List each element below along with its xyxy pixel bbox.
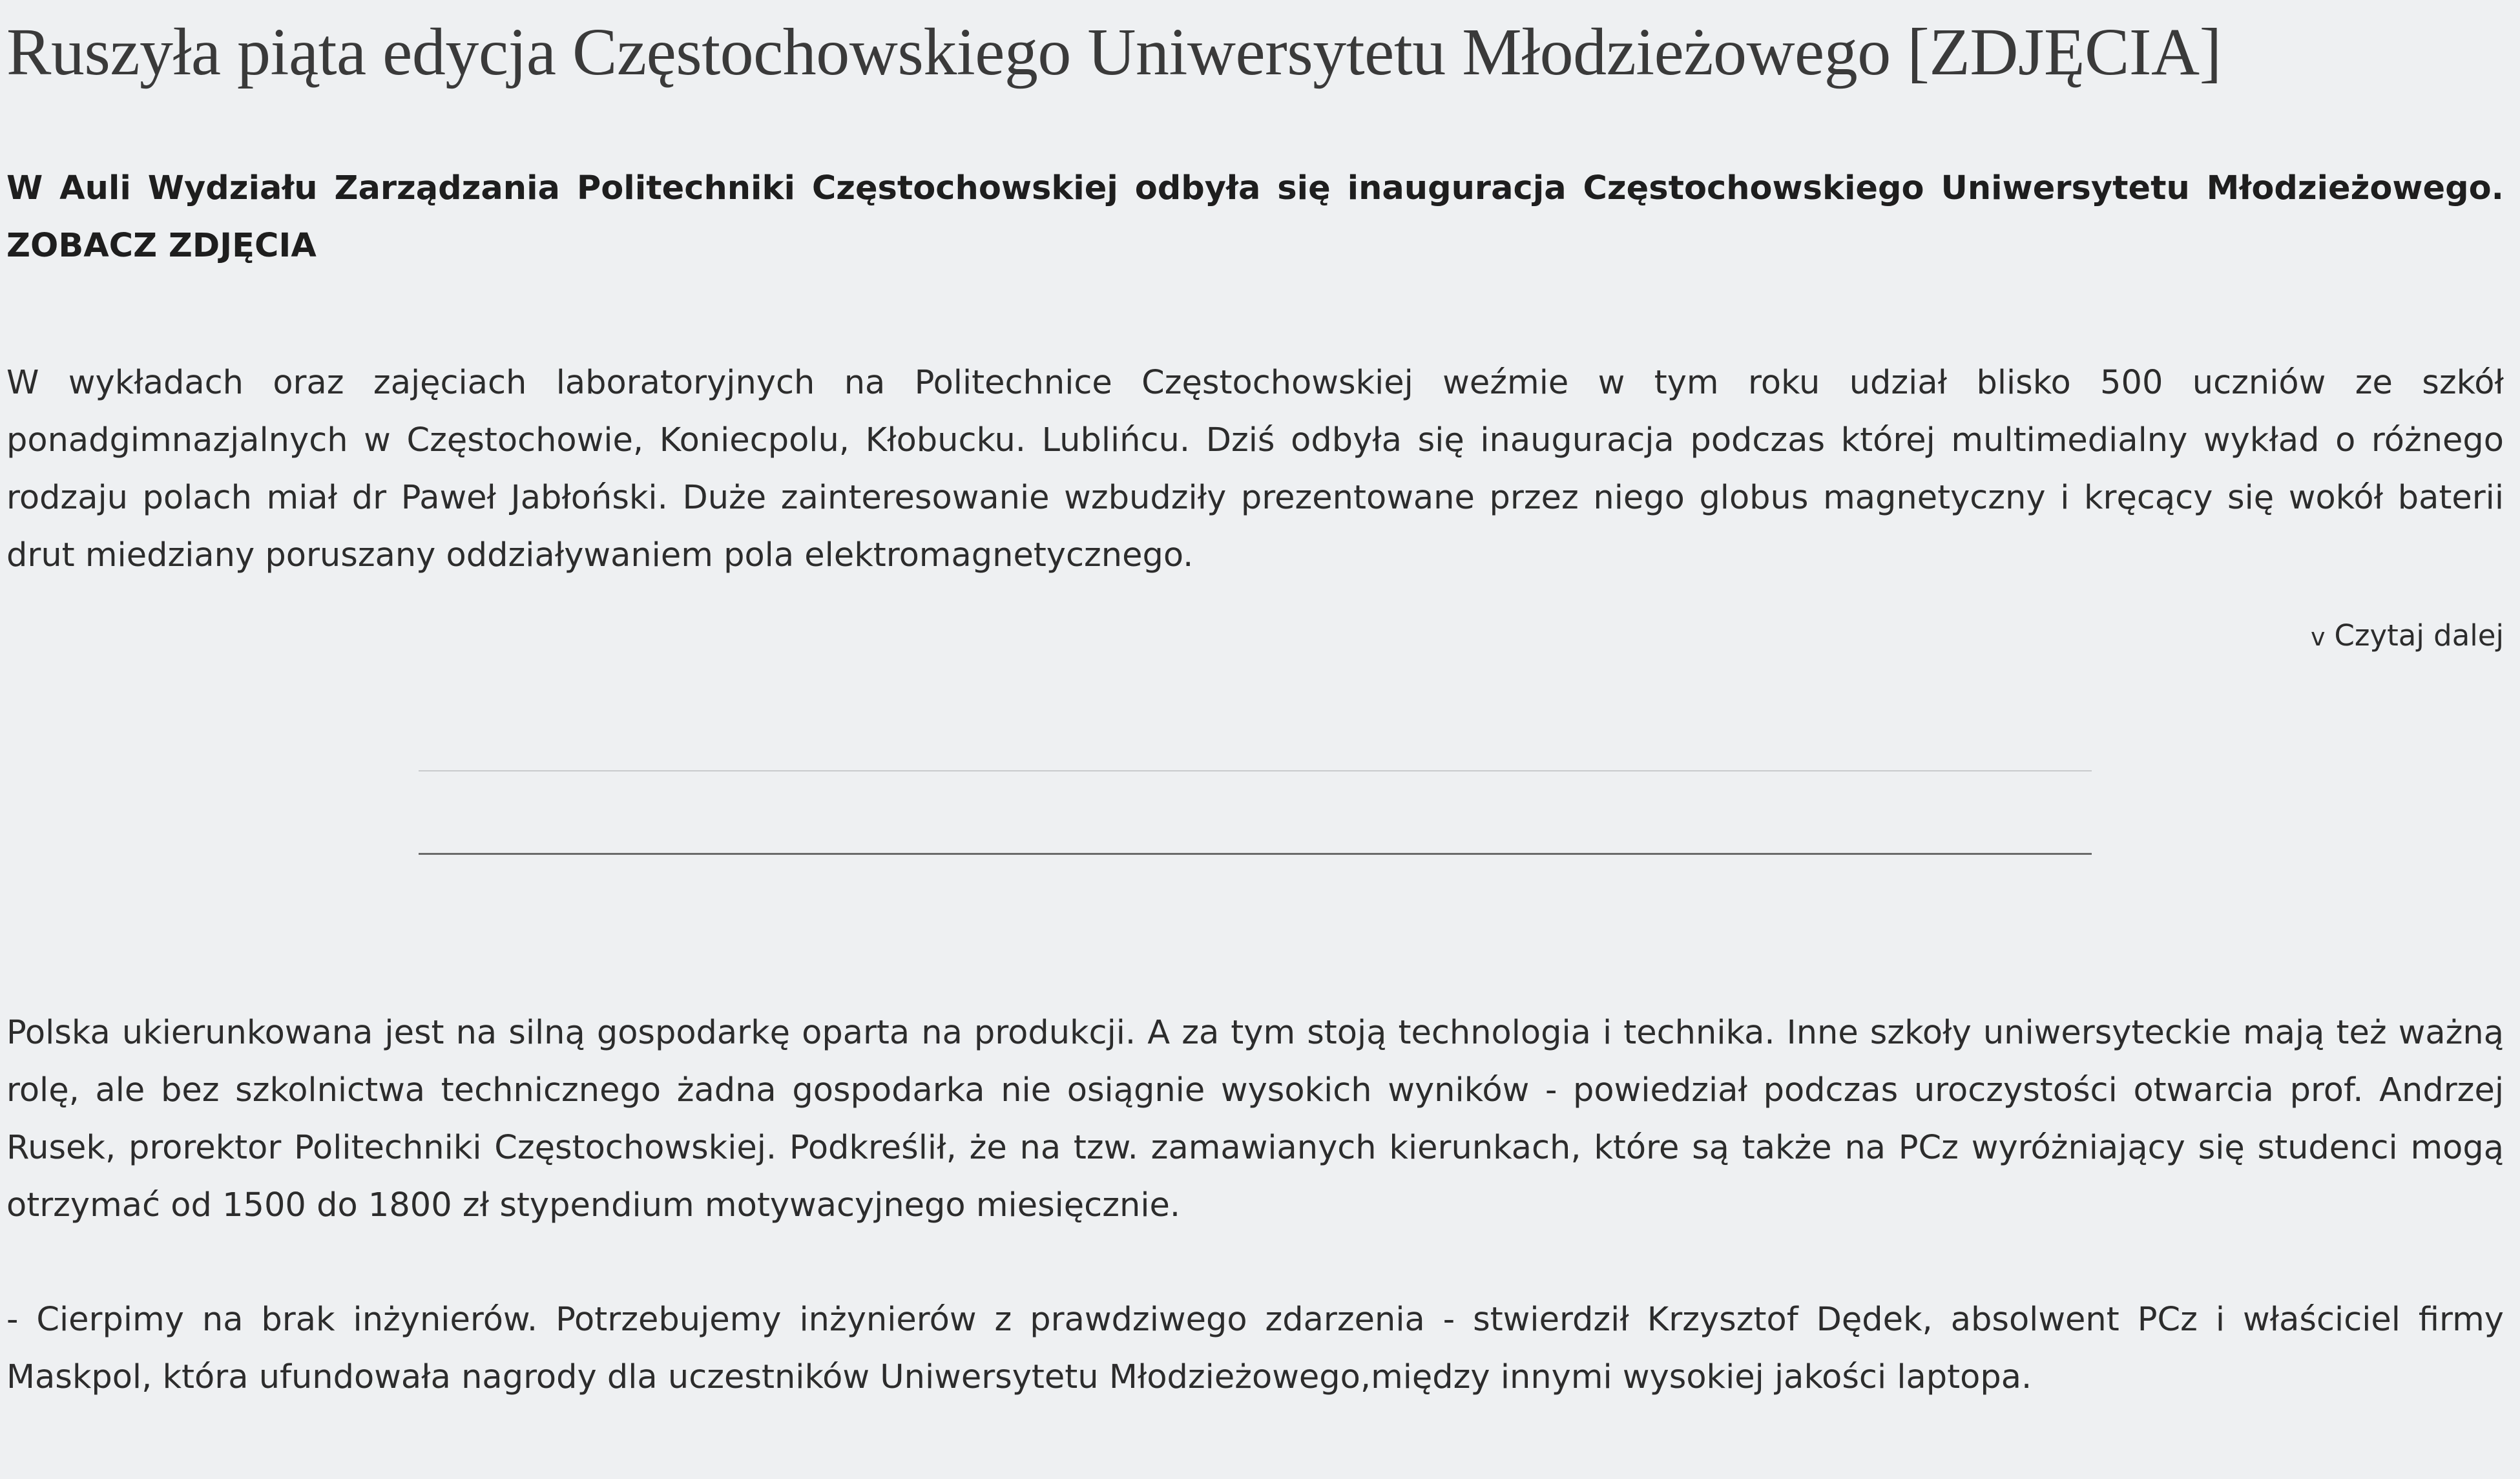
article-paragraph-1: W wykładach oraz zajęciach laboratoryjnych na Politechnice Częstochowskiej weźmie w tym roku udział blisko 500 uczniów ze szkół ponadgimnazjalnych w Częstochowie, Koniecpolu, Kłobucku. Lublińcu. Dziś odbyła się inauguracja podczas której multimedialny wykład o różnego rodzaju polach miał dr Paweł Jabłoński. Duże zainteresowanie wzbudziły prezentowane przez niego globus magnetyczny i kręcący się wokół baterii drut miedziany poruszany oddziaływaniem pola elektromagnetycznego. [6,364,2504,574]
article-paragraph-3: - Cierpimy na brak inżynierów. Potrzebujemy inżynierów z prawdziwego zdarzenia - stwierdził Krzysztof Dędek, absolwent PCz i właściciel firmy Maskpol, która ufundowała nagrody dla uczestników Uniwersytetu Młodzieżowego,między innymi wysokiej jakości laptopa. [6,1301,2504,1396]
article-paragraph-2: Polska ukierunkowana jest na silną gospodarkę oparta na produkcji. A za tym stoją technologia i technika. Inne szkoły uniwersyteckie mają też ważną rolę, ale bez szkolnictwa technicznego żadna gospodarka nie osiągnie wysokich wyników - powiedział podczas uroczystości otwarcia prof. Andrzej Rusek, prorektor Politechniki Częstochowskiej. Podkreślił, że na tzw. zamawianych kierunkach, które są także na PCz wyróżniający się studenci mogą otrzymać od 1500 do 1800 zł stypendium motywacyjnego miesięcznie. [6,1014,2504,1224]
chevron-down-icon: v [2310,623,2326,651]
read-more-label: Czytaj dalej [2334,618,2504,653]
read-more-link[interactable] [6,616,2504,656]
divider-dark [419,853,2092,855]
article [6,0,2504,656]
article-lead: W Auli Wydziału Zarządzania Politechniki Częstochowskiej odbyła się inauguracja Częstochowskiego Uniwersytetu Młodzieżowego. ZOBACZ ZDJĘCIA [6,169,2504,265]
article-title: Ruszyła piąta edycja Częstochowskiego Uniwersytetu Młodzieżowego [ZDJĘCIA] [6,15,2222,89]
divider-light [419,770,2092,771]
